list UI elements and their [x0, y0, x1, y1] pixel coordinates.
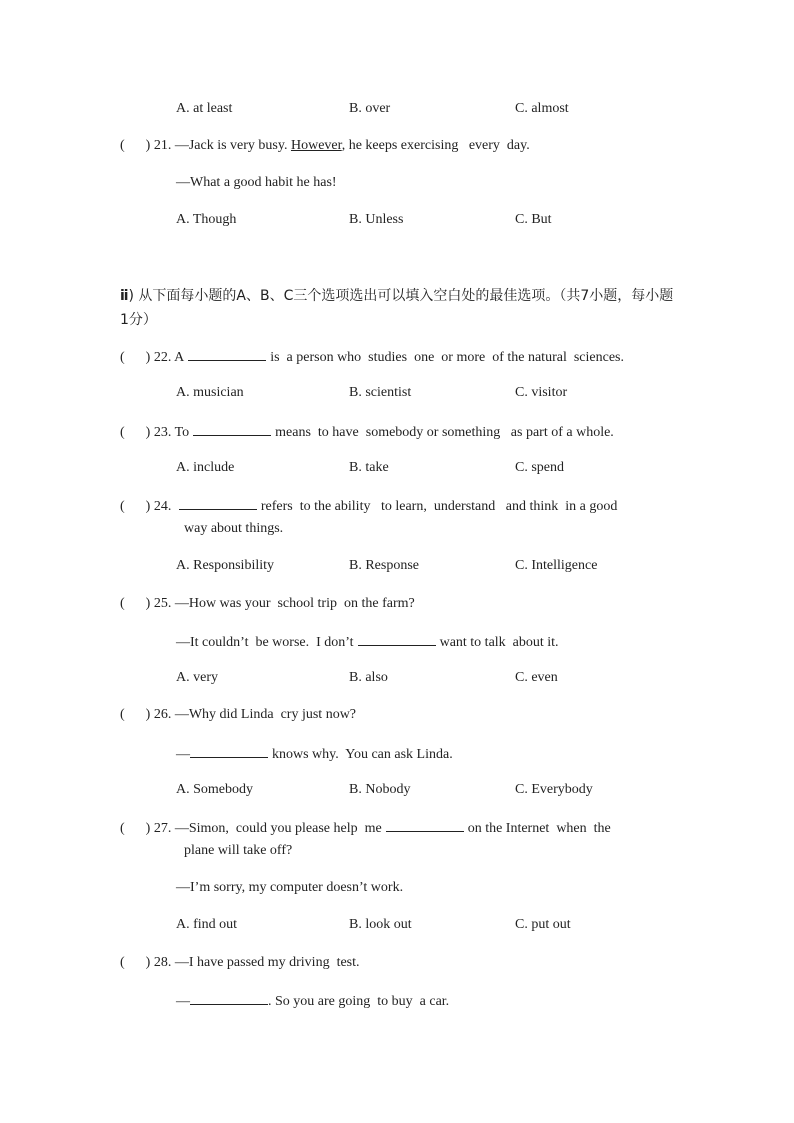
question-text: To — [174, 425, 190, 440]
dialogue-reply: —I’m sorry, my computer doesn’t work. — [176, 880, 404, 895]
question-text: —Why did Linda cry just now? — [174, 707, 357, 722]
answer-paren: ( ) — [120, 499, 151, 514]
dialogue-reply — [176, 991, 449, 1011]
question-25-stem — [120, 595, 415, 613]
underlined-word: However — [290, 138, 342, 153]
option-a: A. Though — [176, 212, 237, 227]
option-b: B. Response — [349, 558, 419, 573]
option-c: C. Intelligence — [515, 558, 598, 573]
option-c: C. even — [515, 670, 558, 685]
option-c: C. spend — [515, 460, 564, 475]
answer-blank — [386, 818, 464, 832]
question-number: 28. — [153, 955, 172, 970]
answer-paren: ( ) — [120, 425, 151, 440]
answer-paren: ( ) — [120, 955, 151, 970]
dialogue-reply: —What a good habit he has! — [176, 175, 337, 190]
section-heading — [120, 284, 680, 332]
option-b: B. take — [349, 460, 389, 475]
dialogue-reply — [176, 632, 559, 652]
dialogue-reply — [176, 744, 453, 764]
option-a: A. include — [176, 460, 235, 475]
question-21-stem — [120, 137, 530, 155]
answer-paren: ( ) — [120, 138, 151, 153]
option-b: B. Nobody — [349, 782, 411, 797]
question-text: —I have passed my driving test. — [174, 955, 360, 970]
question-28-stem — [120, 954, 360, 972]
reply-text: . So you are going to buy a car. — [268, 994, 450, 1009]
answer-blank — [190, 744, 268, 758]
question-26-stem — [120, 706, 356, 724]
option-a: A. very — [176, 670, 218, 685]
option-c: C. visitor — [515, 385, 568, 400]
question-number: 22. — [153, 350, 172, 365]
option-c: C. Everybody — [515, 782, 593, 797]
reply-dash: — — [176, 994, 190, 1009]
question-number: 26. — [153, 707, 172, 722]
question-text: means to have somebody or something as part of a whole. — [275, 425, 614, 440]
question-number: 21. — [153, 138, 172, 153]
question-text: A — [174, 350, 185, 365]
answer-paren: ( ) — [120, 821, 151, 836]
question-24-stem — [120, 496, 617, 516]
question-number: 27. — [153, 821, 172, 836]
option-a: A. at least — [176, 101, 233, 116]
option-b: B. Unless — [349, 212, 404, 227]
option-b: B. look out — [349, 917, 412, 932]
answer-paren: ( ) — [120, 707, 151, 722]
option-b: B. over — [349, 101, 391, 116]
question-text: is a person who studies one or more of the natural sciences. — [270, 350, 624, 365]
reply-dash: — — [176, 747, 190, 762]
answer-paren: ( ) — [120, 350, 151, 365]
question-text: —How was your school trip on the farm? — [174, 596, 415, 611]
question-23-stem — [120, 422, 614, 442]
question-text: —Simon, could you please help me — [174, 821, 382, 836]
question-24-continuation: way about things. — [184, 521, 284, 536]
option-a: A. musician — [176, 385, 244, 400]
answer-blank — [193, 422, 271, 436]
question-number: 25. — [153, 596, 172, 611]
answer-blank — [358, 632, 436, 646]
section-instruction: ) 从下面每小题的A、B、C三个选项选出可以填入空白处的最佳选项。（共7小题，每小题1分） — [120, 288, 674, 328]
option-c: C. put out — [515, 917, 571, 932]
answer-blank — [190, 991, 268, 1005]
answer-blank — [179, 496, 257, 510]
question-number: 24. — [153, 499, 172, 514]
reply-text: knows why. You can ask Linda. — [272, 747, 453, 762]
answer-paren: ( ) — [120, 596, 151, 611]
option-b: B. also — [349, 670, 388, 685]
reply-text: —It couldn’t be worse. I don’t — [176, 635, 354, 650]
question-text: —Jack is very busy. — [174, 138, 288, 153]
option-b: B. scientist — [349, 385, 412, 400]
option-a: A. Somebody — [176, 782, 253, 797]
question-27-stem — [120, 818, 611, 838]
reply-text: want to talk about it. — [439, 635, 559, 650]
option-c: C. almost — [515, 101, 569, 116]
question-27-continuation: plane will take off? — [184, 843, 293, 858]
option-c: C. But — [515, 212, 552, 227]
answer-blank — [188, 347, 266, 361]
option-a: A. find out — [176, 917, 238, 932]
question-22-stem — [120, 347, 624, 367]
option-a: A. Responsibility — [176, 558, 275, 573]
question-number: 23. — [153, 425, 172, 440]
question-text: , he keeps exercising every day. — [341, 138, 530, 153]
section-numeral: ⅱ — [120, 288, 129, 304]
question-text: refers to the ability to learn, understand and think in a good — [260, 499, 618, 514]
question-text: on the Internet when the — [467, 821, 611, 836]
